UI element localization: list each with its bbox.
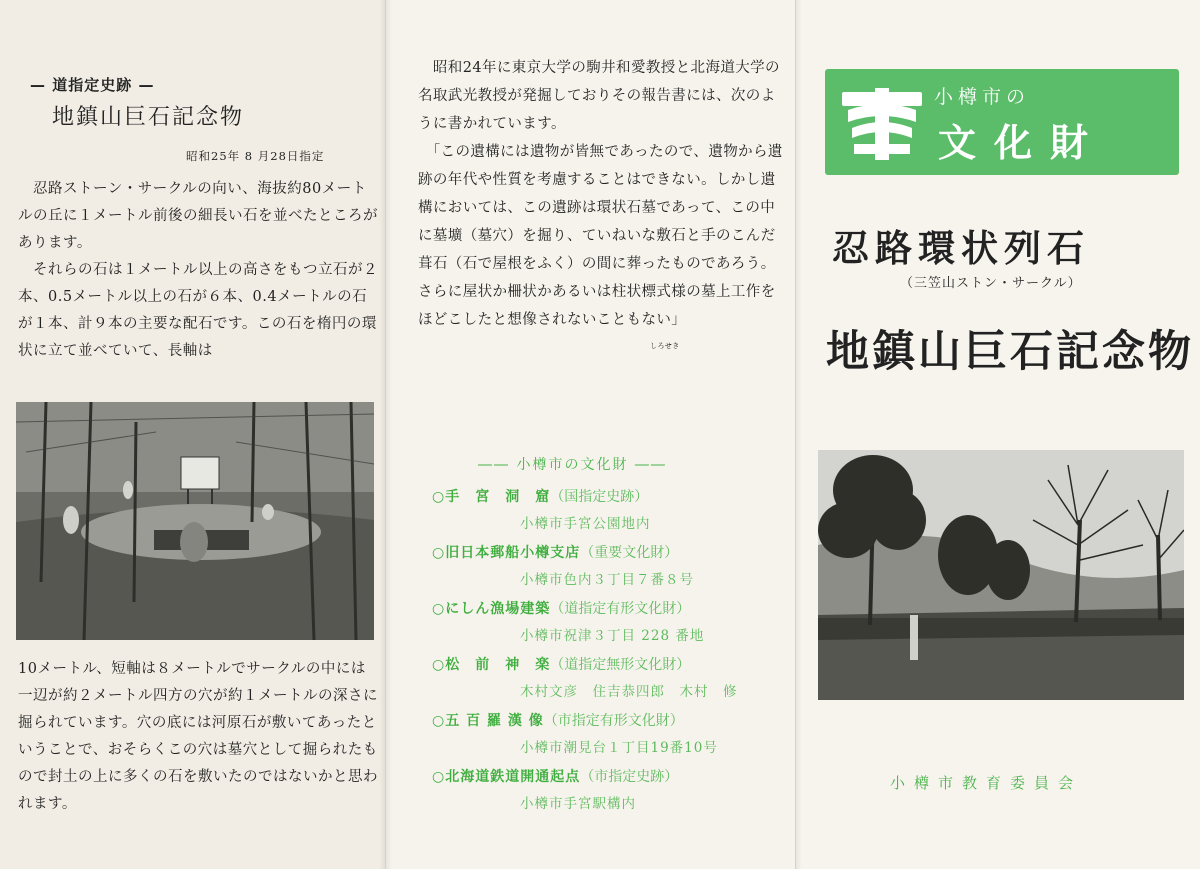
property-item	[432, 710, 792, 766]
excavation-report	[418, 54, 788, 334]
property-item	[432, 598, 792, 654]
cover-title: 忍路環状列石	[832, 226, 1090, 270]
property-item	[432, 542, 792, 598]
stone-circle-photo	[16, 402, 374, 640]
banner-main-text: 文化財	[938, 121, 1107, 165]
designation-date: 昭和25年 8 月28日指定	[186, 149, 325, 163]
property-name: 松 前 神 楽	[445, 657, 551, 673]
section-label: — 道指定史跡 —	[30, 76, 155, 94]
property-item	[432, 654, 792, 710]
banner-top-text: 小樽市の	[934, 86, 1031, 108]
property-name: 旧日本郵船小樽支店	[445, 545, 581, 561]
quote-paragraph: 「この遺構には遺物が皆無であったので、遺物から遺跡の年代や性質を考慮することはできない。しかし遺構においては、この遺跡は環状石墓であって、この中に墓壙（墓穴）を掘り、ていねいな敷石と手のこんだ葺石（石で屋根をふく）の間に葬ったものであろう。さらに屋状か柵状かあるいは柱状標式様の墓上工作をほどこしたと想像されないこともない」	[418, 144, 783, 328]
property-location: 木村文彦 住吉恭四郎 木村 修	[520, 684, 738, 700]
publisher-name: 小樽市教育委員会	[890, 774, 1083, 792]
property-location: 小樽市手宮駅構内	[520, 796, 636, 812]
otaru-city-emblem-icon	[842, 88, 922, 160]
bullet-icon: ○	[432, 657, 446, 673]
bullet-icon: ○	[432, 713, 446, 729]
bullet-icon: ○	[432, 769, 446, 785]
property-name: 北海道鉄道開通起点	[445, 769, 581, 785]
property-name: にしん漁場建築	[445, 601, 551, 617]
paragraph: それらの石は１メートル以上の高さをもつ立石が２本、0.5メートル以上の石が６本、0.4メートルの石が１本、計９本の主要な配石です。この石を楕円の環状に立て並べていて、長軸は	[18, 262, 378, 359]
property-designation: （市指定有形文化財）	[543, 713, 684, 729]
cover-subtitle: （三笠山ストン・サークル）	[900, 276, 1082, 291]
property-location: 小樽市色内３丁目７番８号	[520, 572, 694, 588]
property-name: 手 宮 洞 窟	[445, 489, 551, 505]
property-designation: （道指定無形文化財）	[550, 657, 691, 673]
description-top	[18, 176, 380, 365]
bullet-icon: ○	[432, 489, 446, 505]
properties-list	[432, 486, 792, 822]
bullet-icon: ○	[432, 545, 446, 561]
property-designation: （国指定史跡）	[550, 489, 649, 505]
property-location: 小樽市手宮公園地内	[520, 516, 651, 532]
cover-main-title: 地鎮山巨石記念物	[826, 327, 1194, 377]
paragraph: 昭和24年に東京大学の駒井和愛教授と北海道大学の名取武光教授が発掘しておりその報告書には、次のように書かれています。	[418, 60, 780, 132]
property-location: 小樽市祝津３丁目 228 番地	[520, 628, 705, 644]
properties-heading: ―― 小樽市の文化財 ――	[478, 457, 667, 473]
ruby-annotation: しろせき	[650, 342, 680, 350]
site-title: 地鎮山巨石記念物	[52, 105, 245, 130]
bullet-icon: ○	[432, 601, 446, 617]
property-name: 五 百 羅 漢 像	[445, 713, 544, 729]
property-item	[432, 486, 792, 542]
property-designation: （市指定史跡）	[580, 769, 679, 785]
description-bottom: 10メートル、短軸は８メートルでサークルの中には一辺が約２メートル四方の穴が約１メートルの深さに掘られています。穴の底には河原石が敷いてあったということで、おそらくこの穴は墓穴として掘られたもので封土の上に多くの石を敷いたのではないかと思われます。	[18, 661, 378, 812]
property-item	[432, 766, 792, 822]
property-location: 小樽市潮見台１丁目19番10号	[520, 740, 718, 756]
paragraph: 忍路ストーン・サークルの向い、海抜約80メートルの丘に１メートル前後の細長い石を並べたところがあります。	[18, 181, 378, 251]
stone-site-landscape-photo	[818, 450, 1184, 700]
property-designation: （道指定有形文化財）	[550, 601, 691, 617]
property-designation: （重要文化財）	[580, 545, 679, 561]
